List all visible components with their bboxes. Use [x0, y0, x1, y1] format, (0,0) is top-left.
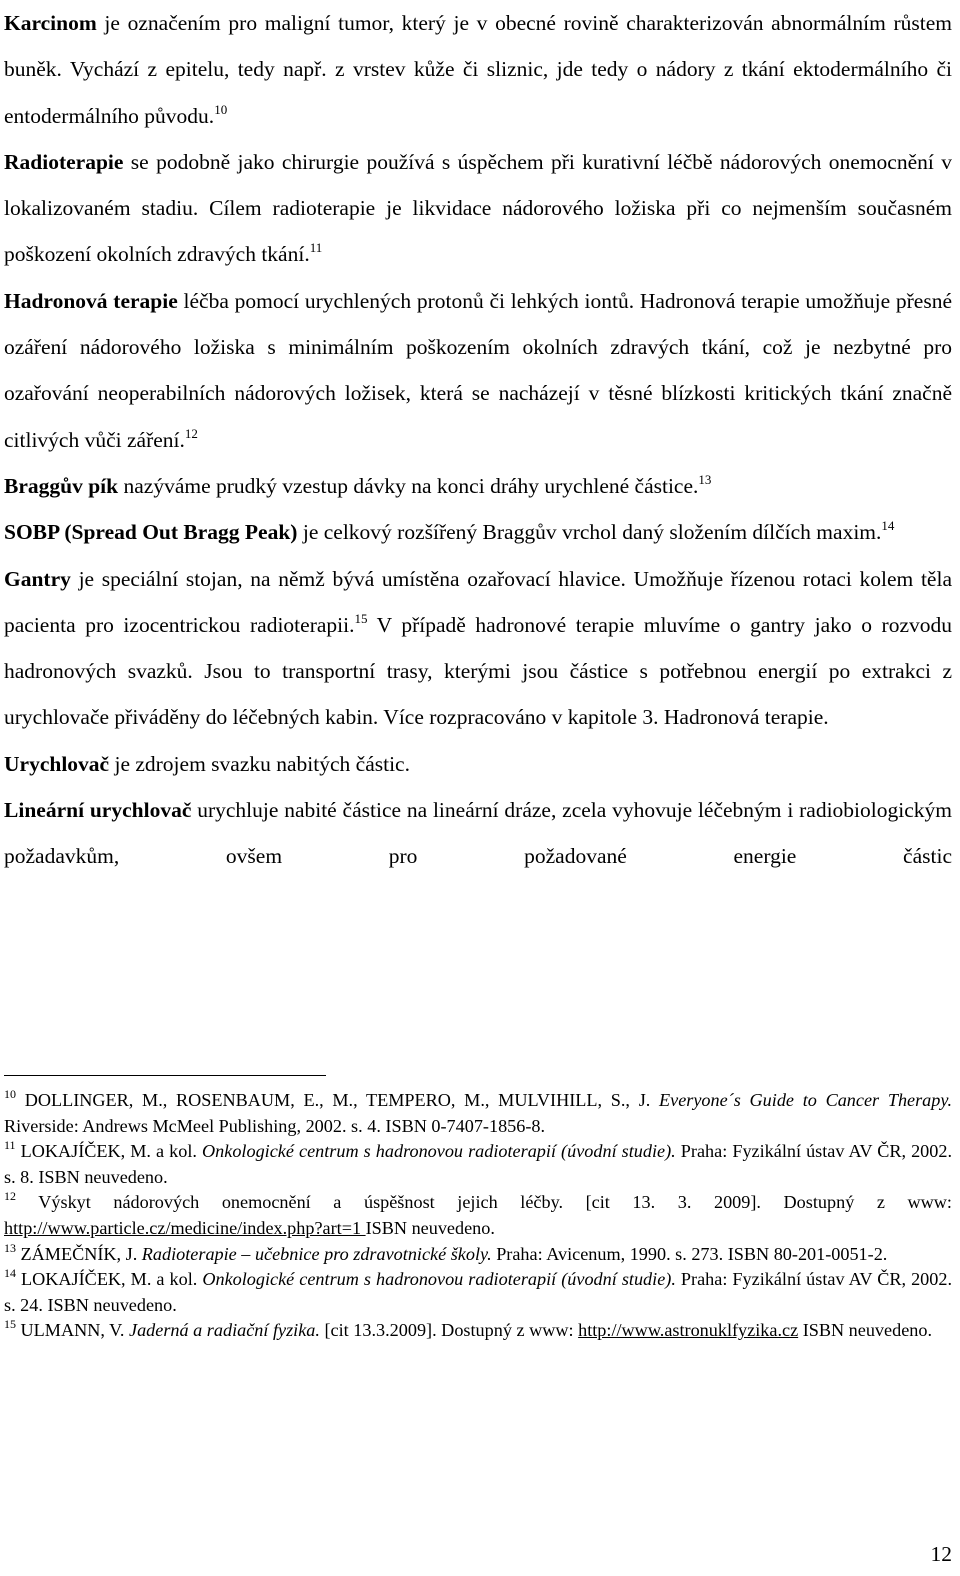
body-text [4, 0, 952, 880]
footnote-text: [cit 13.3.2009]. Dostupný z www: [319, 1320, 579, 1341]
footnotes [4, 1088, 952, 1344]
footnote-number: 15 [4, 1317, 16, 1332]
footnote-number: 12 [4, 1189, 16, 1204]
footnote-10 [4, 1088, 952, 1139]
paragraph-text: je označením pro maligní tumor, který je v obecné rovině charakterizován abnormálním růstem buněk. Vychází z epitelu, tedy např. z vrstev kůže či sliznic, jde tedy o nádory z tkání ektodermálního či entodermálního původu. [4, 11, 952, 128]
footnote-text: Riverside: Andrews McMeel Publishing, 2002. s. 4. ISBN 0-7407-1856-8. [4, 1115, 546, 1136]
footnote-13 [4, 1242, 952, 1268]
term-sobp: SOBP (Spread Out Bragg Peak) [4, 520, 298, 545]
paragraph-linearni-urychlovac [4, 787, 952, 880]
footnote-text: ULMANN, V. [16, 1320, 130, 1341]
footnote-text: ISBN neuvedeno. [798, 1320, 932, 1341]
footnote-ref-12[interactable]: 12 [184, 425, 198, 441]
footnote-text: ZÁMEČNÍK, J. [16, 1243, 142, 1264]
term-radioterapie: Radioterapie [4, 149, 124, 174]
paragraph-gantry [4, 556, 952, 741]
paragraph-urychlovac [4, 741, 952, 787]
paragraph-text: léčba pomocí urychlených protonů či lehkých iontů. Hadronová terapie umožňuje přesné ozáření nádorového ložiska s minimálním poškozením okolních zdravých tkání, což je nezbytné pro ozařování neoperabilních nádorových ložisek, která se nacházejí v těsné blízkosti kritických tkání značně citlivých vůči záření. [4, 288, 952, 452]
paragraph-karcinom [4, 0, 952, 139]
footnote-number: 11 [4, 1138, 16, 1153]
paragraph-text-continued: V případě hadronové terapie mluvíme o gantry jako o rozvodu hadronových svazků. Jsou to transportní trasy, kterými jsou částice s potřebnou energií po extrakci z urychlovače přiváděny do léčebných kabin. Více rozpracováno v kapitole 3. Hadronová terapie. [4, 612, 952, 730]
footnote-ref-11[interactable]: 11 [309, 240, 323, 256]
paragraph-text: je speciální stojan, na němž bývá umístěna ozařovací hlavice. Umožňuje řízenou rotaci kolem těla pacienta pro izocentrickou radioterapii. [4, 566, 952, 637]
paragraph-radioterapie [4, 139, 952, 278]
paragraph-text: nazýváme prudký vzestup dávky na konci dráhy urychlené částice. [118, 473, 699, 498]
paragraph-bragguv-pik [4, 463, 952, 509]
term-bragguv-pik: Braggův pík [4, 473, 119, 498]
footnote-link[interactable]: http://www.particle.cz/medicine/index.php?art=1 [4, 1217, 366, 1238]
footnote-text: LOKAJÍČEK, M. a kol. [16, 1269, 203, 1290]
footnote-ref-14[interactable]: 14 [881, 518, 895, 534]
footnote-title: Jaderná a radiační fyzika. [129, 1320, 320, 1341]
paragraph-text: se podobně jako chirurgie používá s úspěchem při kurativní léčbě nádorových onemocnění v lokalizovaném stadiu. Cílem radioterapie je likvidace nádorového ložiska při co nejmenším současném poškození okolních zdravých tkání. [4, 149, 952, 267]
footnote-ref-10[interactable]: 10 [214, 101, 228, 117]
footnote-number: 10 [4, 1087, 16, 1101]
page-number: 12 [930, 1542, 952, 1566]
paragraph-hadronova-terapie [4, 278, 952, 463]
term-hadronova-terapie: Hadronová terapie [4, 288, 178, 313]
term-gantry: Gantry [4, 566, 71, 591]
footnote-11 [4, 1139, 952, 1190]
term-karcinom: Karcinom [4, 11, 97, 35]
paragraph-sobp [4, 509, 952, 555]
footnote-text: Praha: Fyzikální ústav AV ČR, 2002. s. 24. ISBN neuvedeno. [4, 1269, 952, 1315]
footnote-ref-15[interactable]: 15 [354, 610, 368, 626]
footnote-12 [4, 1190, 952, 1241]
footnote-title: Radioterapie – učebnice pro zdravotnické školy. [141, 1243, 492, 1264]
footnote-number: 13 [4, 1240, 16, 1255]
footnote-text: DOLLINGER, M., ROSENBAUM, E., M., TEMPERO, M., MULVIHILL, S., J. [16, 1090, 660, 1110]
footnote-title: Onkologické centrum s hadronovou radioterapií (úvodní studie). [202, 1269, 676, 1290]
footnote-separator [4, 1075, 326, 1076]
footnote-15 [4, 1318, 952, 1344]
footnote-text: Praha: Avicenum, 1990. s. 273. ISBN 80-201-0051-2. [491, 1243, 888, 1264]
paragraph-text: urychluje nabité částice na lineární dráze, zcela vyhovuje léčebným i radiobiologickým požadavkům, ovšem pro požadované energie částic [4, 798, 952, 869]
footnote-text: Výskyt nádorových onemocnění a úspěšnost jejich léčby. [cit 13. 3. 2009]. Dostupný z www: [16, 1192, 952, 1213]
footnote-text: ISBN neuvedeno. [365, 1217, 495, 1238]
footnote-ref-13[interactable]: 13 [698, 471, 712, 487]
paragraph-text: je zdrojem svazku nabitých částic. [109, 751, 410, 776]
term-urychlovac: Urychlovač [4, 751, 110, 776]
footnote-text: Praha: Fyzikální ústav AV ČR, 2002. s. 8. ISBN neuvedeno. [4, 1141, 952, 1187]
footnote-14 [4, 1267, 952, 1318]
paragraph-text: je celkový rozšířený Braggův vrchol daný složením dílčích maxim. [297, 520, 882, 545]
footnote-title: Everyone´s Guide to Cancer Therapy. [659, 1090, 952, 1110]
footnote-number: 14 [4, 1266, 16, 1281]
footnote-link[interactable]: http://www.astronuklfyzika.cz [578, 1320, 799, 1341]
footnote-title: Onkologické centrum s hadronovou radioterapií (úvodní studie). [202, 1141, 676, 1162]
footnote-text: LOKAJÍČEK, M. a kol. [15, 1141, 203, 1162]
term-linearni-urychlovac: Lineární urychlovač [4, 798, 192, 823]
